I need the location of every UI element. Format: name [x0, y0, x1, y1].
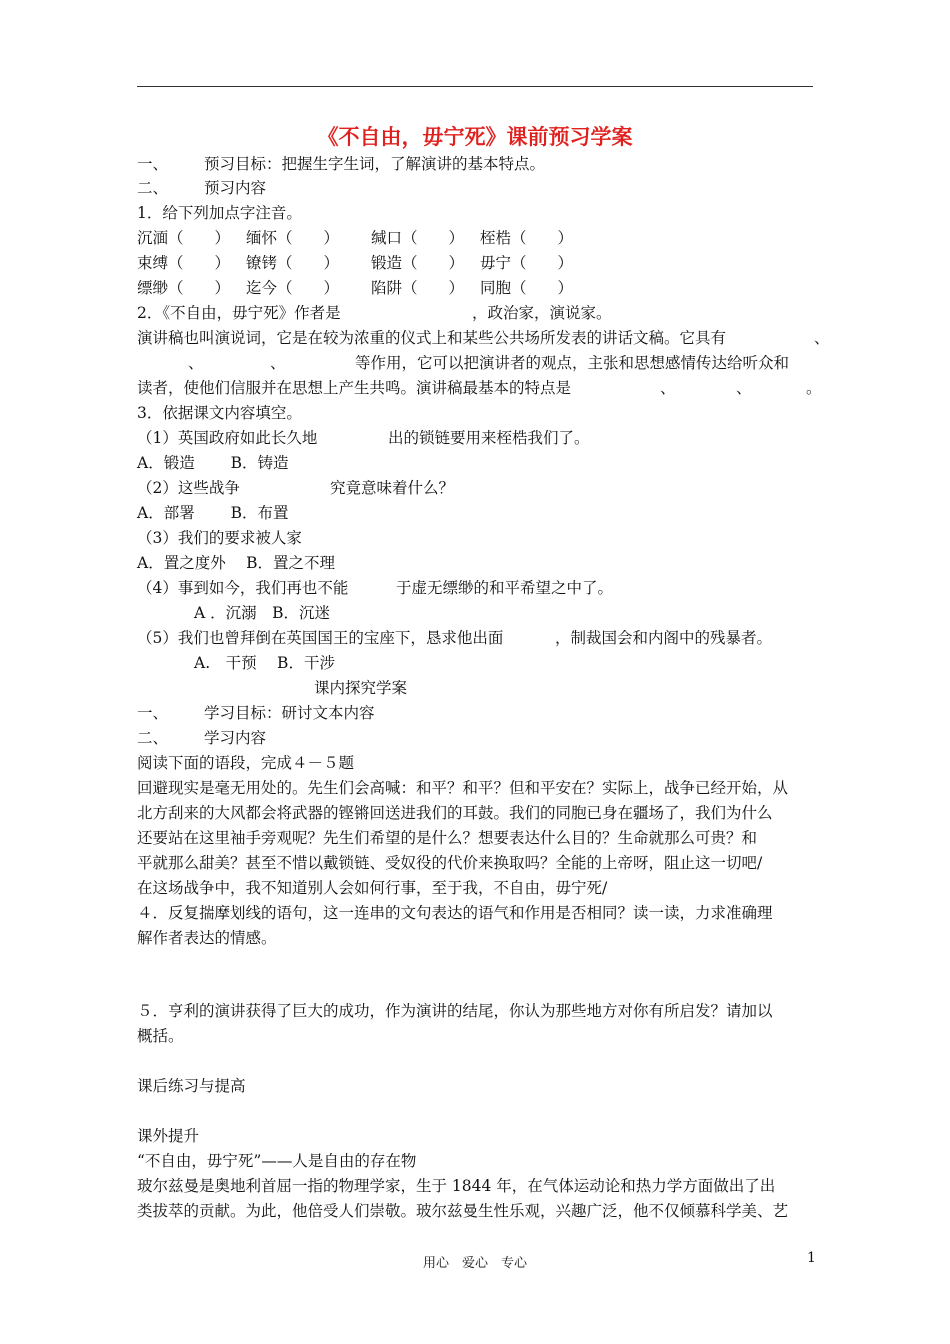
- vocab-item: 沉湎（ ）: [137, 229, 231, 247]
- question-2: 2．《不自由，毋宁死》作者是: [137, 304, 341, 322]
- speech-definition: 等作用，它可以把演讲者的观点，主张和思想感情传达给听众和: [355, 354, 790, 372]
- passage-line: 回避现实是毫无用处的。先生们会高喊：和平？和平？但和平安在？实际上，战争已经开始，从: [137, 779, 789, 797]
- question-2-cont: ，政治家，演说家。: [472, 304, 612, 322]
- question-1: 1．给下列加点字注音。: [137, 204, 302, 222]
- question-3: 3．依据课文内容填空。: [137, 404, 302, 422]
- speech-definition: 读者，使他们信服并在思想上产生共鸣。演讲稿最基本的特点是: [137, 379, 572, 397]
- fill-item: （2）这些战争: [137, 479, 240, 497]
- options: A．锻造 B．铸造: [137, 454, 289, 472]
- article-line: 类拔萃的贡献。为此，他倍受人们崇敬。玻尔兹曼生性乐观，兴趣广泛，他不仅倾慕科学美、艺: [137, 1202, 789, 1220]
- section-number: 一、: [137, 704, 169, 722]
- page-title: 《不自由，毋宁死》课前预习学案: [317, 124, 633, 149]
- options: A. 干预 B．干涉: [194, 654, 335, 672]
- section-title: 课外提升: [137, 1127, 200, 1145]
- fill-item-cont: 究竟意味着什么？: [330, 479, 455, 497]
- vocab-item: 迄今（ ）: [246, 279, 340, 297]
- section-title: 课后练习与提高: [137, 1077, 246, 1095]
- section-number: 一、: [137, 155, 169, 173]
- article-subtitle: “不自由，毋宁死”——人是自由的存在物: [137, 1152, 417, 1170]
- vocab-item: 同胞（ ）: [480, 279, 574, 297]
- vocab-item: 陷阱（ ）: [371, 279, 465, 297]
- passage-line: 在这场战争中，我不知道别人会如何行事，至于我，不自由，毋宁死/: [137, 879, 608, 897]
- vocab-item: 锻造（ ）: [371, 254, 465, 272]
- vocab-item: 镣铐（ ）: [246, 254, 340, 272]
- question-4-cont: 解作者表达的情感。: [137, 929, 277, 947]
- page-number: 1: [807, 1250, 816, 1266]
- question-4: ４．反复揣摩划线的语句，这一连串的文句表达的语气和作用是否相同？读一读，力求准确理: [137, 904, 773, 922]
- options: A．置之度外 B．置之不理: [137, 554, 336, 572]
- fill-item: （5）我们也曾拜倒在英国国王的宝座下，恳求他出面: [137, 629, 504, 647]
- reading-instruction: 阅读下面的语段，完成４－５题: [137, 754, 355, 772]
- section-title: 课内探究学案: [314, 679, 408, 697]
- section-heading: 预习内容: [204, 179, 267, 197]
- section-heading: 学习目标：研讨文本内容: [204, 704, 375, 722]
- section-number: 二、: [137, 729, 169, 747]
- fill-item-cont: 出的锁链要用来桎梏我们了。: [388, 429, 590, 447]
- passage-line: 平就那么甜美？甚至不惜以戴锁链、受奴役的代价来换取吗？全能的上帝呀，阻止这一切吧/: [137, 854, 763, 872]
- fill-item-cont: 于虚无缥缈的和平希望之中了。: [396, 579, 614, 597]
- question-5: ５．亨利的演讲获得了巨大的成功，作为演讲的结尾，你认为那些地方对你有所启发？请加以: [137, 1002, 773, 1020]
- article-line: 玻尔兹曼是奥地利首屈一指的物理学家，生于 1844 年，在气体运动论和热力学方面做出了出: [137, 1177, 776, 1195]
- speech-definition: 演讲稿也叫演说词，它是在较为浓重的仪式上和某些公共场所发表的讲话文稿。它具有: [137, 329, 727, 347]
- vocab-item: 缄口（ ）: [371, 229, 465, 247]
- page-footer: 用心 爱心 专心: [422, 1256, 527, 1271]
- section-heading: 学习内容: [204, 729, 267, 747]
- blank-separator: 、: [814, 329, 830, 347]
- vocab-item: 缥缈（ ）: [137, 279, 231, 297]
- passage-line: 北方刮来的大风都会将武器的铿锵回送进我们的耳鼓。我们的同胞已身在疆场了，我们为什么: [137, 804, 773, 822]
- fill-item: （1）英国政府如此长久地: [137, 429, 318, 447]
- blank-separator: 、: [660, 379, 676, 397]
- vocab-item: 桎梏（ ）: [480, 229, 574, 247]
- vocab-item: 缅怀（ ）: [246, 229, 340, 247]
- vocab-item: 毋宁（ ）: [480, 254, 574, 272]
- blank-separator: 、: [270, 354, 286, 372]
- blank-separator: 、: [736, 379, 752, 397]
- blank-separator: 。: [806, 379, 822, 397]
- question-5-cont: 概括。: [137, 1027, 184, 1045]
- fill-item: （4）事到如今，我们再也不能: [137, 579, 349, 597]
- options: A ．沉溺 B．沉迷: [194, 604, 331, 622]
- fill-item: （3）我们的要求被人家: [137, 529, 302, 547]
- options: A．部署 B．布置: [137, 504, 289, 522]
- header-rule: [137, 86, 813, 87]
- blank-separator: 、: [188, 354, 204, 372]
- section-heading: 预习目标：把握生字生词，了解演讲的基本特点。: [204, 155, 546, 173]
- vocab-item: 束缚（ ）: [137, 254, 231, 272]
- passage-line: 还要站在这里袖手旁观呢？先生们希望的是什么？想要表达什么目的？生命就那么可贵？和: [137, 829, 758, 847]
- fill-item-cont: ，制裁国会和内阁中的残暴者。: [555, 629, 773, 647]
- section-number: 二、: [137, 179, 169, 197]
